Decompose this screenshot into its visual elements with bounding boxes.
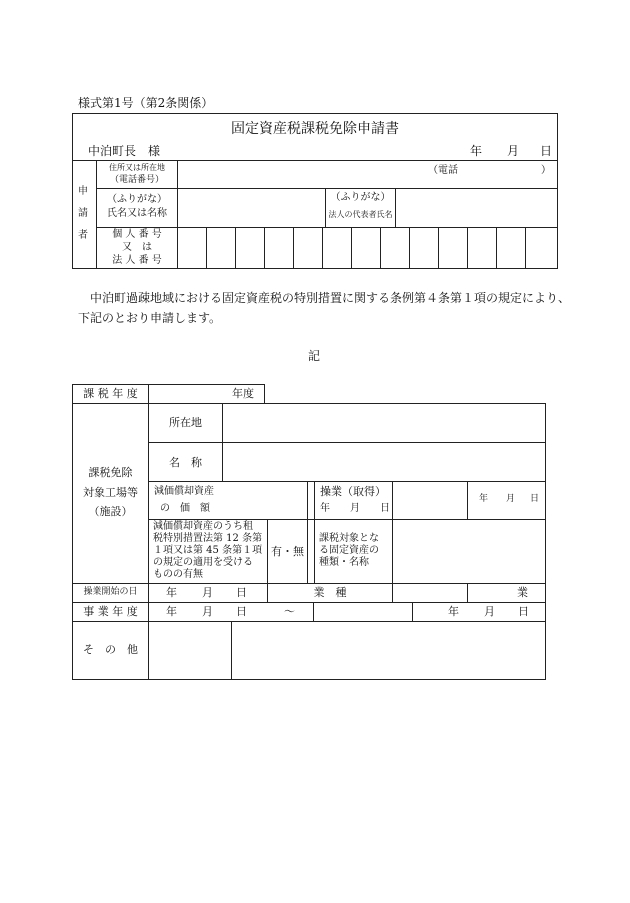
address-label: 住所又は所在地 — [109, 163, 165, 172]
date-month: 月 — [507, 144, 520, 158]
ki-label: 記 — [308, 349, 321, 363]
target-label-2: 対象工場等 — [83, 486, 138, 499]
tax-year-unit: 年度 — [232, 387, 254, 400]
id-label-3: 法 人 番 号 — [112, 255, 162, 266]
industry-suffix: 業 — [517, 586, 528, 599]
form-title: 固定資産税課税免除申請書 — [231, 121, 399, 137]
special-label-1: 減価償却資産のうち租 — [153, 521, 253, 532]
fiscal-to-month: 月 — [484, 605, 495, 618]
depreciable-label-2: の 価 額 — [160, 503, 210, 514]
start-label: 操業開始の日 — [83, 587, 138, 597]
op-date-day: 日 — [530, 494, 540, 504]
target-label-3: （施設） — [88, 505, 133, 518]
start-month: 月 — [202, 586, 213, 599]
tax-year-label: 課 税 年 度 — [83, 387, 138, 400]
special-label-5: ものの有無 — [153, 569, 203, 580]
rep-furigana-label: （ふりがな） — [330, 192, 391, 203]
id-label-2: 又 は — [122, 242, 152, 253]
operation-label-1: 操業（取得） — [320, 485, 386, 498]
body-line-1: 中泊町過疎地域における固定資産税の特別措置に関する条例第４条第１項の規定により、 — [90, 291, 571, 305]
phone-open: （電話 — [428, 165, 458, 176]
fiscal-tilde: ～ — [284, 605, 295, 618]
fiscal-from-day: 日 — [236, 605, 247, 618]
asset-type-label-3: 種類・名称 — [319, 557, 369, 568]
special-label-4: の規定の適用を受ける — [153, 557, 253, 568]
depreciable-label-1: 減価償却資産 — [154, 486, 214, 497]
location-label: 所在地 — [169, 416, 202, 429]
operation-label-2: 年 月 日 — [320, 503, 390, 514]
op-date-month: 月 — [506, 494, 516, 504]
fiscal-from-month: 月 — [202, 605, 213, 618]
id-label-1: 個 人 番 号 — [112, 229, 162, 240]
fiscal-from-year: 年 — [166, 605, 177, 618]
phone-label: （電話番号） — [109, 175, 164, 185]
other-label: そ の 他 — [83, 643, 138, 656]
applicant-label-1: 申 — [78, 186, 88, 197]
name-furigana-label: （ふりがな） — [107, 194, 167, 205]
rep-name-label: 法人の代表者氏名 — [328, 210, 393, 219]
start-year: 年 — [166, 586, 177, 599]
fiscal-to-year: 年 — [448, 605, 459, 618]
op-date-year: 年 — [479, 494, 489, 504]
date-year: 年 — [470, 144, 483, 158]
asset-type-label-1: 課税対象とな — [319, 533, 379, 544]
industry-label: 業 種 — [313, 586, 347, 599]
date-day: 日 — [540, 144, 553, 158]
fiscal-label: 事 業 年 度 — [83, 605, 138, 618]
applicant-label-2: 請 — [78, 208, 88, 219]
applicant-label-3: 者 — [78, 230, 88, 241]
start-day: 日 — [236, 586, 247, 599]
addressee: 中泊町長 様 — [88, 144, 161, 158]
body-line-2: 下記のとおり申請します。 — [78, 311, 222, 325]
special-label-3: １項又は第 45 条第１項 — [153, 545, 263, 556]
yes-no: 有・無 — [271, 545, 304, 558]
name-label: 氏名又は名称 — [107, 208, 167, 219]
facility-name-label: 名 称 — [169, 456, 202, 469]
asset-type-label-2: る固定資産の — [319, 545, 379, 556]
phone-close: ） — [541, 165, 551, 176]
form-number: 様式第1号（第2条関係） — [78, 96, 214, 110]
special-label-2: 税特別措置法第 12 条第 — [153, 533, 263, 544]
target-label-1: 課税免除 — [88, 466, 133, 479]
fiscal-to-day: 日 — [518, 605, 529, 618]
